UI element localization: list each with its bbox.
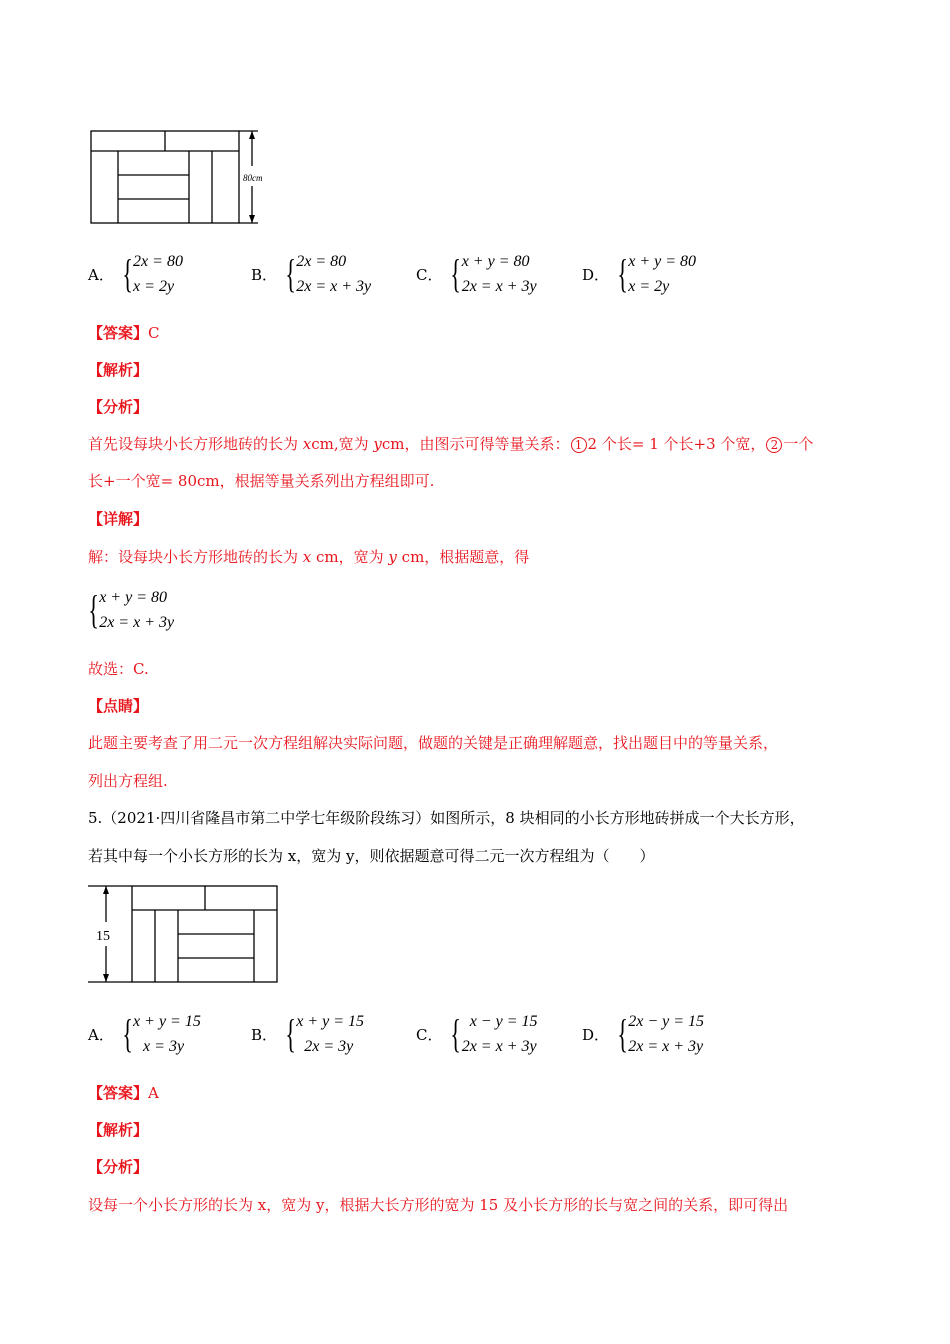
option-eq2: x = 2y xyxy=(628,278,670,295)
brace-icon: { xyxy=(617,1011,628,1056)
option-letter: D． xyxy=(582,265,610,284)
answer-label: 【答案】 xyxy=(88,324,149,342)
option-letter: C． xyxy=(416,1025,443,1044)
option-letter: D． xyxy=(582,1025,610,1044)
system-eq2: 2x = x + 3y xyxy=(99,614,175,631)
q4-detail-line: 解：设每块小长方形地砖的长为 x cm，宽为 y cm，根据题意，得 xyxy=(88,548,530,566)
q4-xiangjie-heading: 【详解】 xyxy=(88,510,149,528)
option-eq1: 2x = 80 xyxy=(296,253,347,270)
circled-number-2: 2 xyxy=(766,437,782,453)
brace-icon: { xyxy=(285,251,296,296)
option-eq2: 2x = 3y xyxy=(304,1038,354,1055)
option-eq1: x − y = 15 xyxy=(469,1013,538,1030)
q5-figure xyxy=(88,882,283,988)
option-letter: A． xyxy=(88,1025,114,1044)
q4-equation-system xyxy=(84,585,174,635)
option-eq1: x + y = 15 xyxy=(133,1013,201,1030)
q5-stem-line1: 5.（2021·四川省隆昌市第二中学七年级阶段练习）如图所示，8 块相同的小长方形地砖拼成一个大长方形， xyxy=(88,809,805,827)
q5-option-d[interactable] xyxy=(582,1009,704,1059)
option-eq1: 2x − y = 15 xyxy=(628,1013,705,1030)
brace-icon: { xyxy=(617,251,628,296)
brace-icon: { xyxy=(122,1011,133,1056)
option-eq2: 2x = x + 3y xyxy=(461,1038,537,1055)
q4-fenxi-heading: 【分析】 xyxy=(88,398,149,416)
q4-comment-line1: 此题主要考查了用二元一次方程组解决实际问题，做题的关键是正确理解题意，找出题目中的等量关系， xyxy=(88,734,779,752)
q5-option-c[interactable] xyxy=(416,1009,537,1059)
option-letter: A． xyxy=(88,265,114,284)
system-eq1: x + y = 80 xyxy=(99,589,167,606)
option-letter: B． xyxy=(251,1025,278,1044)
q4-jiexi-heading: 【解析】 xyxy=(88,361,149,379)
q5-figure-label: 15 xyxy=(96,929,110,944)
option-eq2: 2x = x + 3y xyxy=(461,278,537,295)
answer-value: A xyxy=(148,1084,159,1102)
option-eq2: x = 2y xyxy=(133,278,175,295)
q5-fenxi-heading: 【分析】 xyxy=(88,1158,149,1176)
q5-option-a[interactable] xyxy=(88,1009,201,1059)
q4-analysis-line2: 长+一个宽= 80cm，根据等量关系列出方程组即可. xyxy=(88,472,435,490)
circled-number-1: 1 xyxy=(571,437,587,453)
q5-analysis-line1: 设每一个小长方形的长为 x，宽为 y，根据大长方形的宽为 15 及小长方形的长与宽之间的关系，即可得出 xyxy=(88,1196,789,1214)
q4-analysis-line1: 首先设每块小长方形地砖的长为 xcm,宽为 ycm，由图示可得等量关系： 1 2 个长= 1 个长+3 个宽， 2 一个 xyxy=(88,435,814,453)
option-eq1: x + y = 80 xyxy=(628,253,697,270)
option-eq2: 2x = x + 3y xyxy=(628,1038,704,1055)
q4-comment-line2: 列出方程组. xyxy=(88,772,168,790)
option-eq2: 2x = x + 3y xyxy=(296,278,372,295)
option-eq1: x + y = 80 xyxy=(461,253,530,270)
option-eq1: 2x = 80 xyxy=(133,253,183,270)
brace-icon: { xyxy=(122,251,133,296)
brace-icon: { xyxy=(450,1011,462,1056)
q4-option-a[interactable] xyxy=(88,249,183,299)
q4-option-d[interactable] xyxy=(582,249,696,299)
q4-choice: 故选：C. xyxy=(88,660,149,678)
option-letter: C． xyxy=(416,265,443,284)
brace-icon: { xyxy=(450,251,462,296)
option-eq2: x = 3y xyxy=(143,1038,185,1055)
answer-label: 【答案】 xyxy=(88,1084,149,1102)
q5-stem-line2: 若其中每一个小长方形的长为 x，宽为 y，则依据题意可得二元一次方程组为（ ） xyxy=(88,847,655,865)
q4-option-b[interactable] xyxy=(251,249,371,299)
q5-answer xyxy=(88,1082,159,1103)
brace-icon: { xyxy=(285,1011,296,1056)
q5-option-b[interactable] xyxy=(251,1009,364,1059)
option-letter: B． xyxy=(251,265,278,284)
q4-option-c[interactable] xyxy=(416,249,537,299)
q5-jiexi-heading: 【解析】 xyxy=(88,1121,149,1139)
brace-icon: { xyxy=(88,587,99,632)
q4-figure-label: 80cm xyxy=(243,173,263,183)
q4-figure xyxy=(88,126,278,228)
answer-value: C xyxy=(148,324,160,342)
q4-answer xyxy=(88,322,160,343)
q4-dianjing-heading: 【点睛】 xyxy=(88,697,149,715)
option-eq1: x + y = 15 xyxy=(296,1013,365,1030)
